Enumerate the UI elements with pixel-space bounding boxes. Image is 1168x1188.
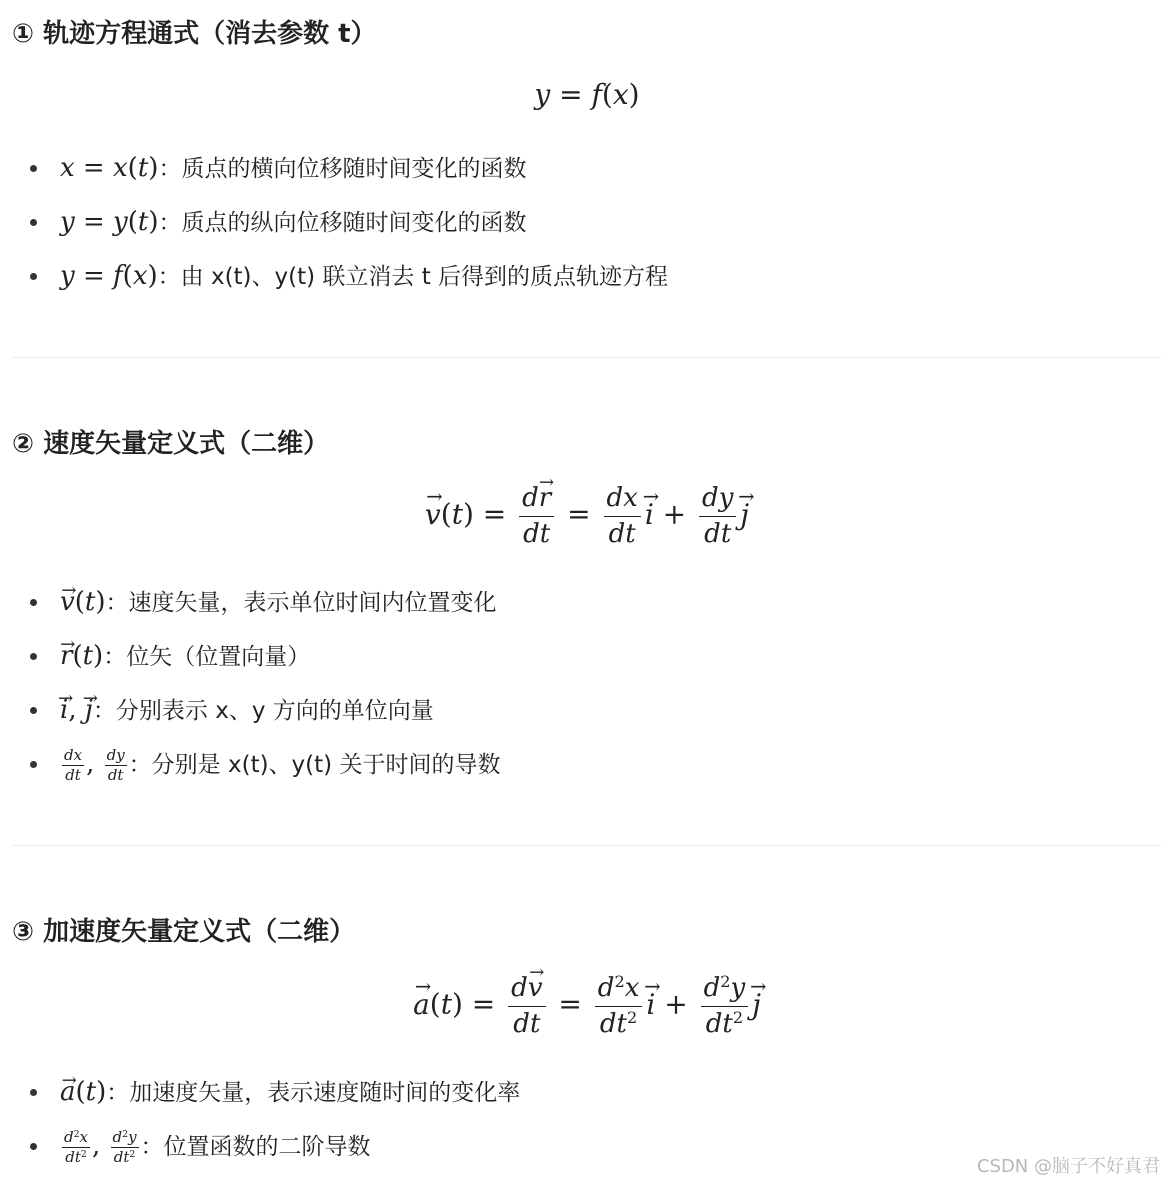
formula-velocity: → v(t) = $\frac{d\to r}{dt}$ = $\frac{dx}{dt}$ → i + $\frac{dy}{dt}$ → j — [12, 484, 1162, 548]
list-item — [12, 629, 1162, 683]
math-expression: → i, → j — [60, 695, 93, 725]
formula-acceleration: → a(t) = $\frac{d\to v}{dt}$ = $\frac{d^2x}{dt^2}$ → i + $\frac{d^2y}{dt^2}$ → j — [12, 974, 1162, 1038]
definition-list — [12, 575, 1162, 791]
item-text: ：由 x(t)、y(t) 联立消去 t 后得到的质点轨迹方程 — [157, 264, 669, 290]
section-heading: ② 速度矢量定义式（二维） — [12, 429, 330, 459]
section-heading: ③ 加速度矢量定义式（二维） — [12, 917, 356, 947]
math-expression: → r(t) — [60, 641, 103, 671]
list-item — [12, 141, 1162, 195]
math-expression: $\frac{d^2x}{dt^2}$ , $\frac{d^2y}{dt^2}$ — [64, 1128, 137, 1166]
list-item — [12, 737, 1162, 791]
item-text: ：加速度矢量，表示速度随时间的变化率 — [106, 1080, 521, 1106]
item-text: ：质点的横向位移随时间变化的函数 — [158, 156, 527, 182]
list-item — [12, 1065, 1162, 1119]
math-expression: → a(t) — [60, 1077, 106, 1107]
list-item — [12, 575, 1162, 629]
list-item — [12, 683, 1162, 737]
formula-trajectory: y = f(x) — [534, 78, 640, 111]
item-text: ：分别是 x(t)、y(t) 关于时间的导数 — [128, 752, 501, 778]
math-expression: $\frac{dx}{dt}$ , $\frac{dy}{dt}$ — [64, 746, 125, 784]
section-divider — [12, 845, 1162, 846]
math-expression: → v(t) — [60, 587, 105, 617]
section-velocity — [12, 424, 1162, 464]
section-trajectory — [12, 14, 1162, 54]
item-text: ：分别表示 x、y 方向的单位向量 — [92, 698, 434, 724]
math-expression: x = x(t) — [60, 153, 159, 183]
item-text: ：速度矢量，表示单位时间内位置变化 — [105, 590, 497, 616]
section-divider — [12, 357, 1162, 358]
list-item — [12, 249, 1162, 303]
section-acceleration — [12, 912, 1162, 952]
item-text: ：质点的纵向位移随时间变化的函数 — [158, 210, 527, 236]
list-item — [12, 195, 1162, 249]
item-text: ：位置函数的二阶导数 — [140, 1134, 371, 1160]
definition-list — [12, 141, 1162, 303]
watermark: CSDN @脑子不好真君 — [976, 1156, 1160, 1177]
math-expression: y = y(t) — [60, 207, 159, 237]
section-heading: ① 轨迹方程通式（消去参数 t） — [12, 19, 377, 49]
item-text: ：位矢（位置向量） — [103, 644, 311, 670]
math-expression: y = f(x) — [60, 261, 158, 291]
